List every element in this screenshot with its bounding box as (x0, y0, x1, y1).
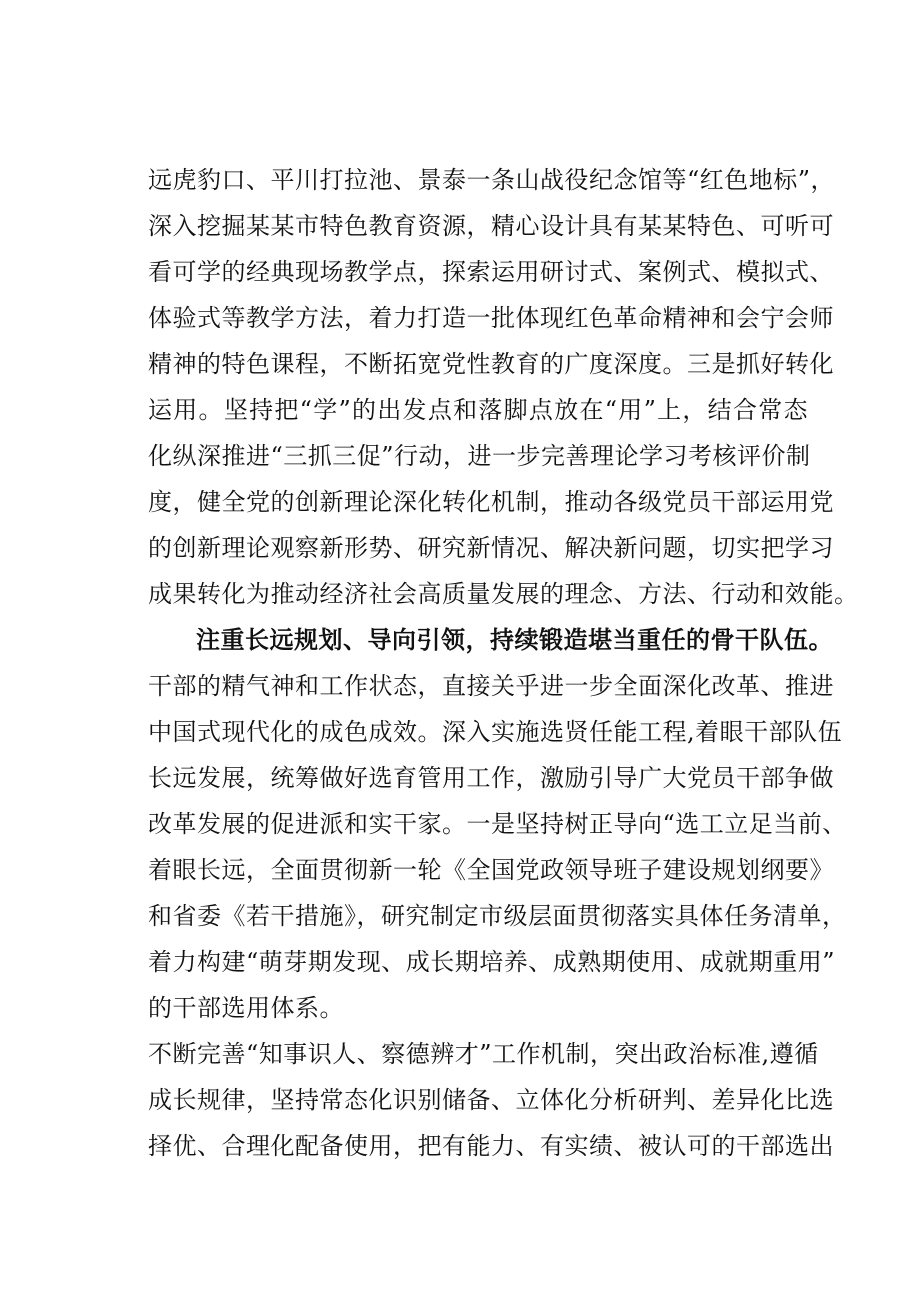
text-line: 看可学的经典现场教学点，探索运用研讨式、案例式、模拟式、 (148, 258, 834, 286)
text-line: 运用。坚持把“学”的出发点和落脚点放在“用”上，结合常态 (148, 396, 808, 424)
text-line: 成果转化为推动经济社会高质量发展的理念、方法、行动和效能。 (148, 580, 859, 608)
text-line: 改革发展的促进派和实干家。一是坚持树正导向“选工立足当前、 (148, 810, 847, 838)
section-heading: 注重长远规划、导向引领，持续锻造堪当重任的骨干队伍。 (196, 625, 833, 654)
text-line: 着眼长远，全面贯彻新一轮《全国党政领导班子建设规划纲要》 (148, 856, 834, 884)
text-line: 的创新理论观察新形势、研究新情况、解决新问题，切实把学习 (148, 534, 834, 562)
text-line: 干部的精气神和工作状态，直接关乎进一步全面深化改革、推进 (148, 672, 834, 700)
text-line: 的干部选用体系。 (148, 994, 344, 1022)
text-line: 化纵深推进“三抓三促”行动，进一步完善理论学习考核评价制 (148, 442, 811, 470)
text-line: 深入挖掘某某市特色教育资源，精心设计具有某某特色、可听可 (148, 212, 834, 240)
text-line: 长远发展，统筹做好选育管用工作，激励引导广大党员干部争做 (148, 764, 834, 792)
text-line: 着力构建“萌芽期发现、成长期培养、成熟期使用、成就期重用” (148, 948, 836, 976)
text-line: 择优、合理化配备使用，把有能力、有实绩、被认可的干部选出 (148, 1132, 834, 1160)
text-line: 和省委《若干措施》，研究制定市级层面贯彻落实具体任务清单， (148, 902, 847, 930)
text-line: 体验式等教学方法，着力打造一批体现红色革命精神和会宁会师 (148, 304, 834, 332)
text-line: 成长规律，坚持常态化识别储备、立体化分析研判、差异化比选 (148, 1086, 834, 1114)
text-line: 度，健全党的创新理论深化转化机制，推动各级党员干部运用党 (148, 488, 834, 516)
text-line: 精神的特色课程，不断拓宽党性教育的广度深度。三是抓好转化 (148, 350, 834, 378)
text-line: 不断完善“知事识人、察德辨才”工作机制，突出政治标准,遵循 (148, 1040, 819, 1068)
text-line: 远虎豹口、平川打拉池、景泰一条山战役纪念馆等“红色地标”， (148, 166, 836, 194)
text-line: 中国式现代化的成色成效。深入实施选贤任能工程,着眼干部队伍 (148, 718, 843, 746)
